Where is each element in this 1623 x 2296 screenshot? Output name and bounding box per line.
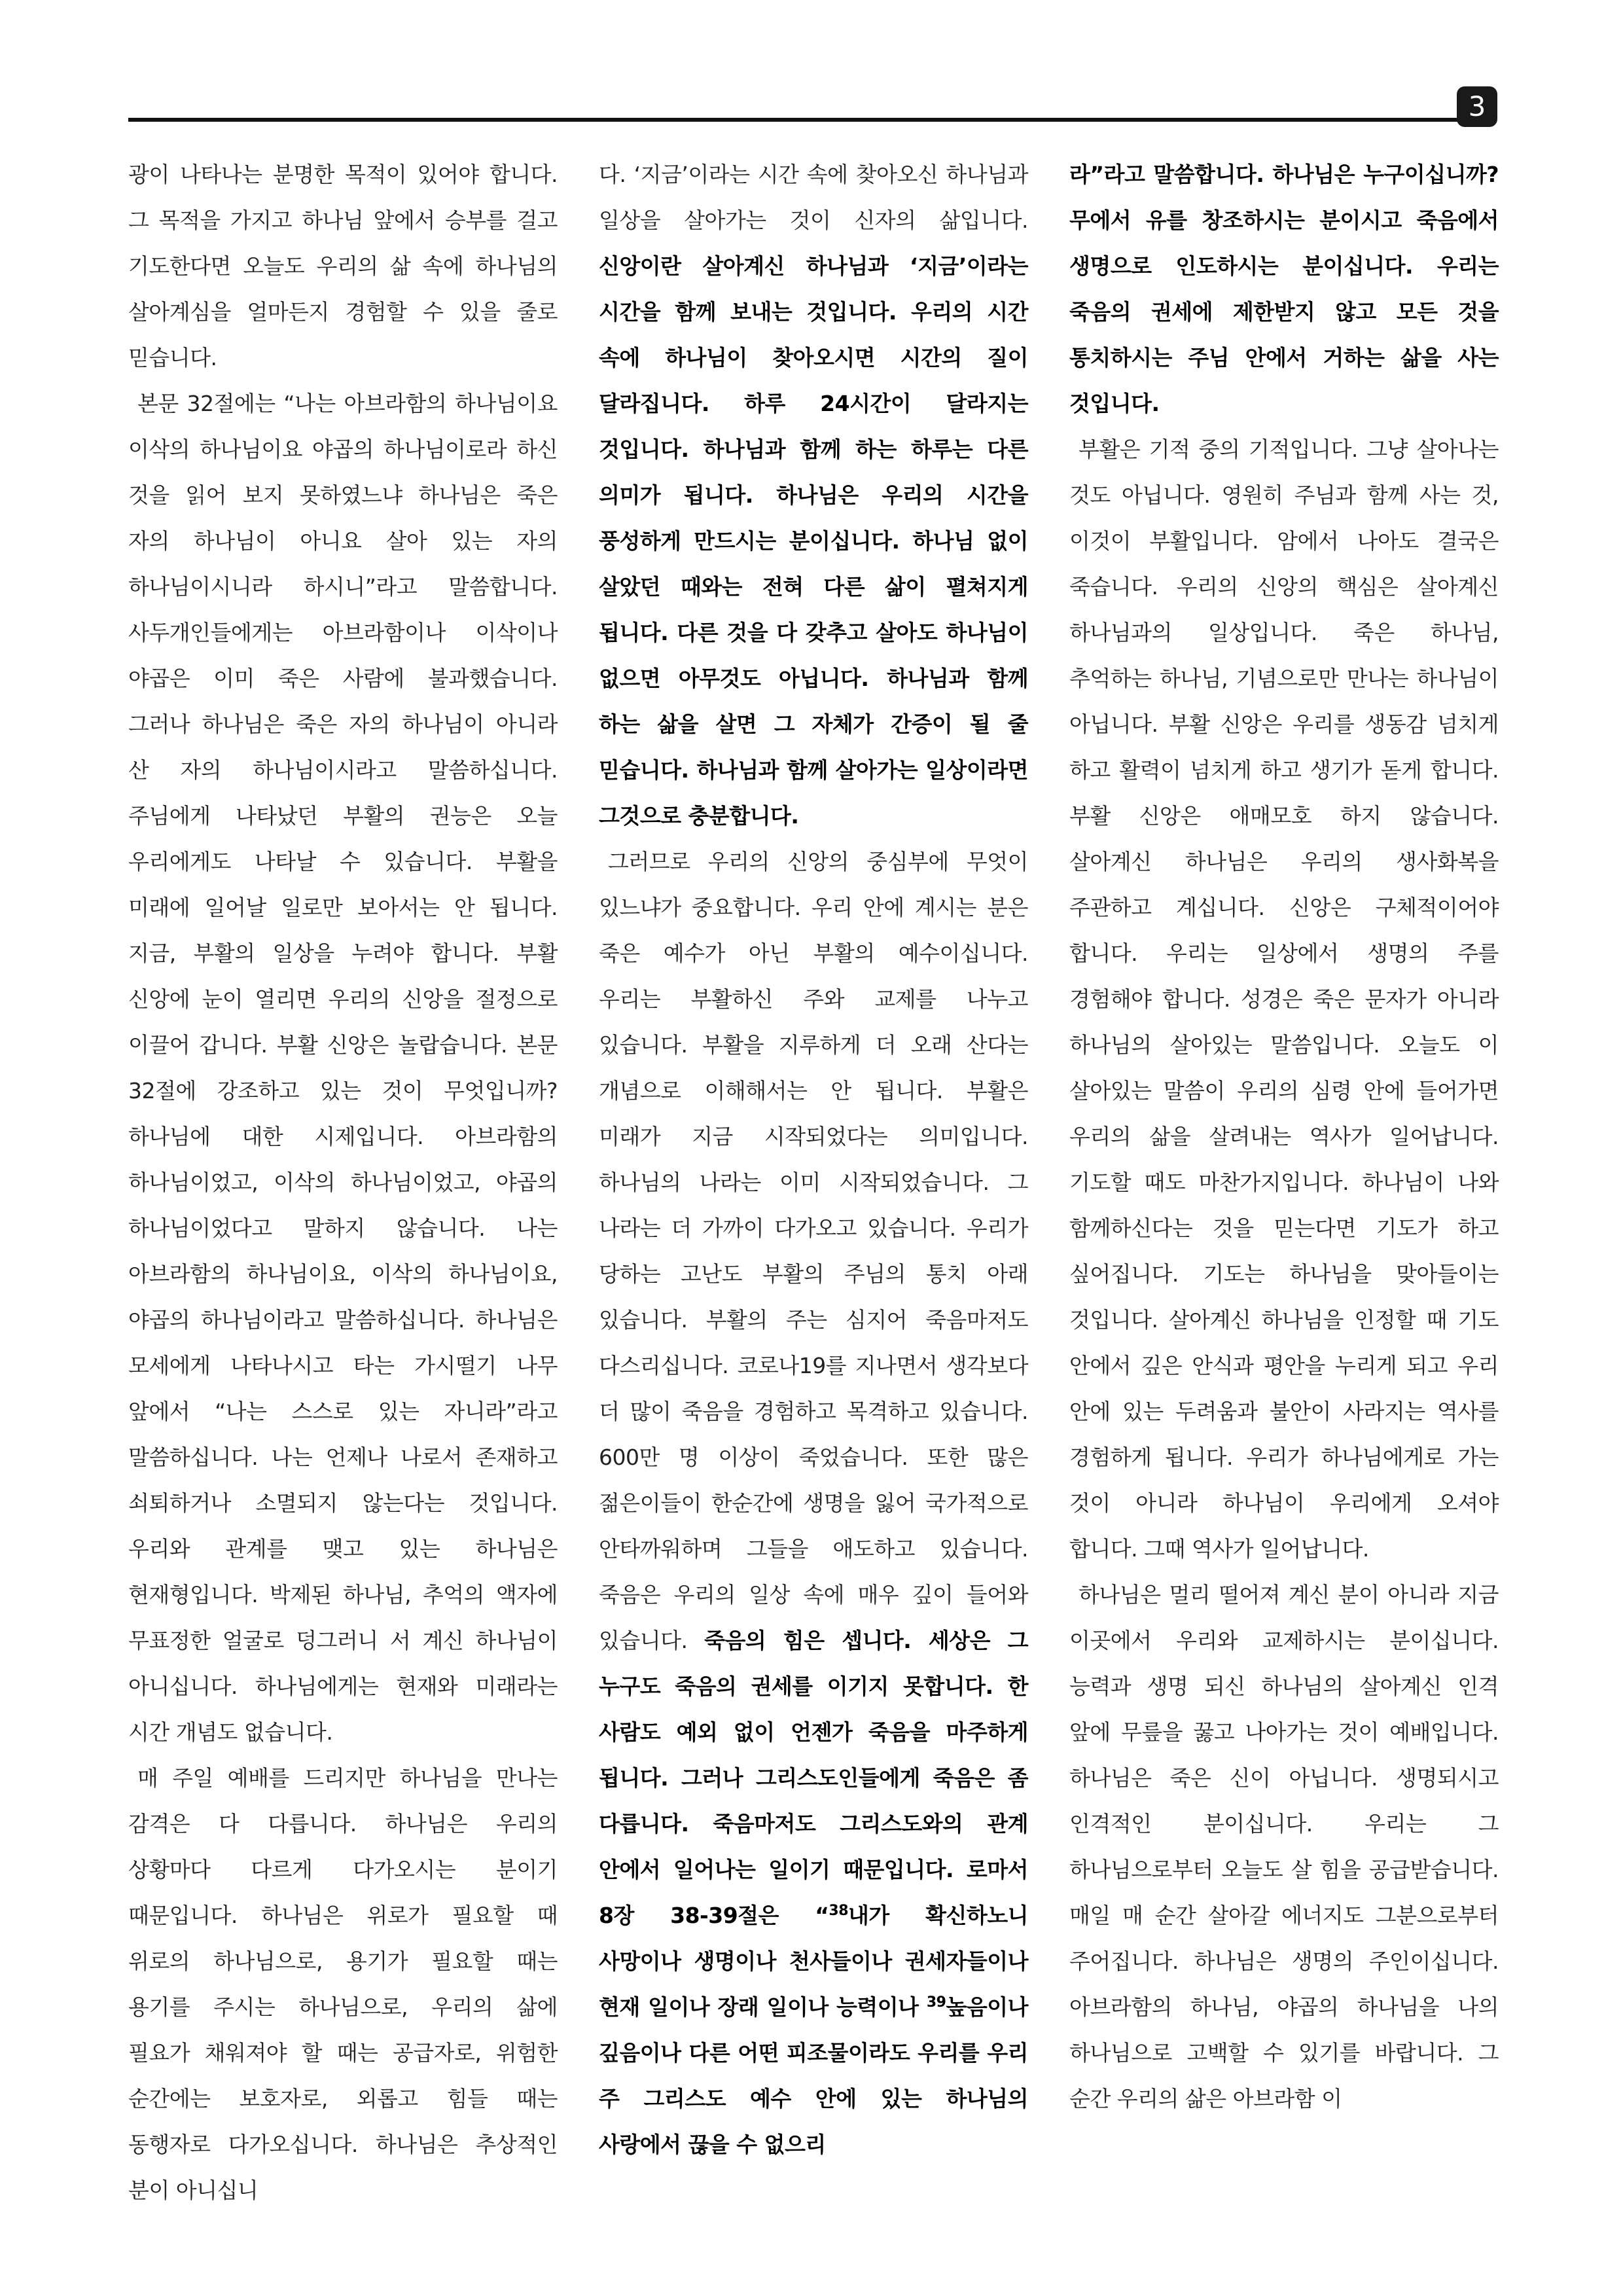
paragraph: [599, 839, 1028, 2168]
paragraph: [1069, 152, 1499, 427]
column-2: [599, 152, 1028, 2168]
paragraph: 본문 32절에는 “나는 아브라함의 하나님이요 이삭의 하나님이요 야곱의 하나님이로라 하신 것을 읽어 보지 못하였느냐 하나님은 죽은 자의 하나님이 아니요 살아 있는 자의 하나님이시니라 하시니”라고 말씀합니다. 사두개인들에게는 아브라함이나 이삭이나 야곱은 이미 죽은 사람에 불과했습니다. 그러나 하나님은 죽은 자의 하나님이 아니라 산 자의 하나님이시라고 말씀하십니다. 주님에게 나타났던 부활의 권능은 오늘 우리에게도 나타날 수 있습니다. 부활을 미래에 일어날 일로만 보아서는 안 됩니다. 지금, 부활의 일상을 누려야 합니다. 부활 신앙에 눈이 열리면 우리의 신앙을 절정으로 이끌어 갑니다. 부활 신앙은 놀랍습니다. 본문 32절에 강조하고 있는 것이 무엇입니까? 하나님에 대한 시제입니다. 아브라함의 하나님이었고, 이삭의 하나님이었고, 야곱의 하나님이었다고 말하지 않습니다. 나는 아브라함의 하나님이요, 이삭의 하나님이요, 야곱의 하나님이라고 말씀하십니다. 하나님은 모세에게 나타나시고 타는 가시떨기 나무 앞에서 “나는 스스로 있는 자니라”라고 말씀하십니다. 나는 언제나 나로서 존재하고 쇠퇴하거나 소멸되지 않는다는 것입니다. 우리와 관계를 맺고 있는 하나님은 현재형입니다. 박제된 하나님, 추억의 액자에 무표정한 얼굴로 덩그러니 서 계신 하나님이 아니십니다. 하나님에게는 현재와 미래라는 시간 개념도 없습니다.: [128, 391, 558, 1745]
paragraph: 매 주일 예배를 드리지만 하나님을 만나는 감격은 다 다릅니다. 하나님은 우리의 상황마다 다르게 다가오시는 분이기 때문입니다. 하나님은 위로가 필요할 때 위로의 하나님으로, 용기가 필요할 때는 용기를 주시는 하나님으로, 우리의 삶에 필요가 채워져야 할 때는 공급자로, 위험한 순간에는 보호자로, 외롭고 힘들 때는 동행자로 다가오십니다. 하나님은 추상적인 분이 아니십니: [128, 1765, 558, 2203]
bold-text-run: 죽음의 힘은 셉니다. 세상은 그 누구도 죽음의 권세를 이기지 못합니다. 한 사람도 예외 없이 언젠가 죽음을 마주하게 됩니다. 그러나 그리스도인들에게 죽음은 좀 다릅니다. 죽음마저도 그리스도와의 관계 안에서 일어나는 일이기 때문입니다. 로마서 8장 38-39절은 “: [599, 1628, 1028, 1928]
page-number: 3: [1457, 86, 1497, 127]
paragraph: 하나님은 멀리 떨어져 계신 분이 아니라 지금 이곳에서 우리와 교제하시는 분이십니다. 능력과 생명 되신 하나님의 살아계신 인격 앞에 무릎을 꿇고 나아가는 것이 예배입니다. 하나님은 죽은 신이 아닙니다. 생명되시고 인격적인 분이십니다. 우리는 그 하나님으로부터 오늘도 살 힘을 공급받습니다. 매일 매 순간 살아갈 에너지도 그분으로부터 주어집니다. 하나님은 생명의 주인이십니다. 아브라함의 하나님, 야곱의 하나님을 나의 하나님으로 고백할 수 있기를 바랍니다. 그 순간 우리의 삶은 아브라함 이: [1069, 1582, 1499, 2111]
column-3: [1069, 152, 1499, 2122]
bold-text-run: 높음이나 깊음이나 다른 어떤 피조물이라도 우리를 우리 주 그리스도 예수 안에 있는 하나님의 사랑에서 끊을 수 없으리: [599, 1994, 1028, 2157]
verse-number: 39: [926, 1994, 946, 2011]
column-1: [128, 152, 558, 2214]
paragraph: 부활은 기적 중의 기적입니다. 그냥 살아나는 것도 아닙니다. 영원히 주님과 함께 사는 것, 이것이 부활입니다. 암에서 나아도 결국은 죽습니다. 우리의 신앙의 핵심은 살아계신 하나님과의 일상입니다. 죽은 하나님, 추억하는 하나님, 기념으로만 만나는 하나님이 아닙니다. 부활 신앙은 우리를 생동감 넘치게 하고 활력이 넘치게 하고 생기가 돋게 합니다. 부활 신앙은 애매모호 하지 않습니다. 살아계신 하나님은 우리의 생사화복을 주관하고 계십니다. 신앙은 구체적이어야 합니다. 우리는 일상에서 생명의 주를 경험해야 합니다. 성경은 죽은 문자가 아니라 하나님의 살아있는 말씀입니다. 오늘도 이 살아있는 말씀이 우리의 심령 안에 들어가면 우리의 삶을 살려내는 역사가 일어납니다. 기도할 때도 마찬가지입니다. 하나님이 나와 함께하신다는 것을 믿는다면 기도가 하고 싶어집니다. 기도는 하나님을 맞아들이는 것입니다. 살아계신 하나님을 인정할 때 기도 안에서 깊은 안식과 평안을 누리게 되고 우리 안에 있는 두려움과 불안이 사라지는 역사를 경험하게 됩니다. 우리가 하나님에게로 가는 것이 아니라 하나님이 우리에게 오셔야 합니다. 그때 역사가 일어납니다.: [1069, 437, 1499, 1562]
bold-text-run: [599, 1628, 1028, 2157]
paragraph: 광이 나타나는 분명한 목적이 있어야 합니다. 그 목적을 가지고 하나님 앞에서 승부를 걸고 기도한다면 오늘도 우리의 삶 속에 하나님의 살아계심을 얼마든지 경험할 수 있을 줄로 믿습니다.: [128, 162, 558, 370]
verse-number: 38: [829, 1903, 849, 1919]
bold-text-run: 신앙이란 살아계신 하나님과 ‘지금’이라는 시간을 함께 보내는 것입니다. 우리의 시간 속에 하나님이 찾아오시면 시간의 질이 달라집니다. 하루 24시간이 달라지는 것입니다. 하나님과 함께 하는 하루는 다른 의미가 됩니다. 하나님은 우리의 시간을 풍성하게 만드시는 분이십니다. 하나님 없이 살았던 때와는 전혀 다른 삶이 펼쳐지게 됩니다. 다른 것을 다 갖추고 살아도 하나님이 없으면 아무것도 아닙니다. 하나님과 함께 하는 삶을 살면 그 자체가 간증이 될 줄 믿습니다. 하나님과 함께 살아가는 일상이라면 그것으로 충분합니다.: [599, 253, 1028, 829]
paragraph: [599, 152, 1028, 839]
bold-text-run: 라”라고 말씀합니다. 하나님은 누구이십니까? 무에서 유를 창조하시는 분이시고 죽음에서 생명으로 인도하시는 분이십니다. 우리는 죽음의 권세에 제한받지 않고 모든 것을 통치하시는 주님 안에서 거하는 삶을 사는 것입니다.: [1069, 162, 1499, 416]
bold-text-run: 내가 확신하노니 사망이나 생명이나 천사들이나 권세자들이나 현재 일이나 장래 일이나 능력이나: [599, 1903, 1028, 2020]
header-rule: [128, 118, 1460, 122]
text-run: 다. ‘지금’이라는 시간 속에 찾아오신 하나님과 일상을 살아가는 것이 신자의 삶입니다.: [599, 162, 1028, 233]
text-run: 그러므로 우리의 신앙의 중심부에 무엇이 있느냐가 중요합니다. 우리 안에 계시는 분은 죽은 예수가 아닌 부활의 예수이십니다. 우리는 부활하신 주와 교제를 나누고 있습니다. 부활을 지루하게 더 오래 산다는 개념으로 이해해서는 안 됩니다. 부활은 미래가 지금 시작되었다는 의미입니다. 하나님의 나라는 이미 시작되었습니다. 그 나라는 더 가까이 다가오고 있습니다. 우리가 당하는 고난도 부활의 주님의 통치 아래 있습니다. 부활의 주는 심지어 죽음마저도 다스리십니다. 코로나19를 지나면서 생각보다 더 많이 죽음을 경험하고 목격하고 있습니다. 600만 명 이상이 죽었습니다. 또한 많은 젊은이들이 한순간에 생명을 잃어 국가적으로 안타까워하며 그들을 애도하고 있습니다. 죽음은 우리의 일상 속에 매우 깊이 들어와 있습니다.: [599, 849, 1028, 1653]
